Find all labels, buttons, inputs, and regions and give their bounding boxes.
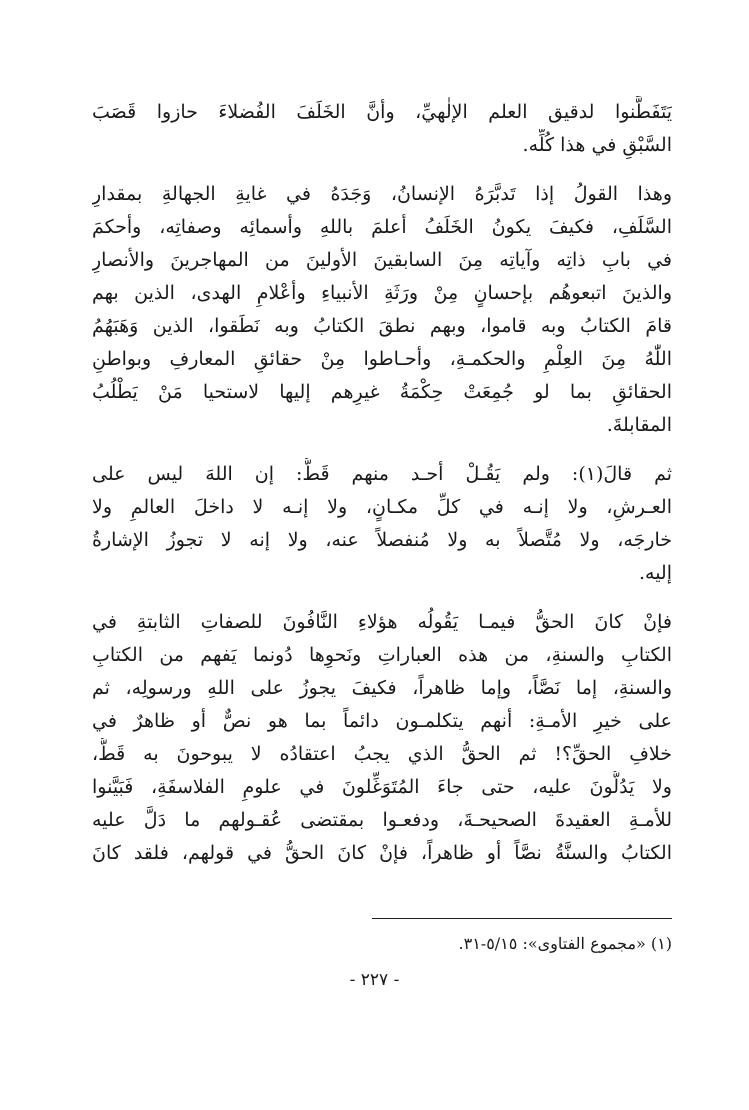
paragraph-3: [92, 458, 672, 590]
footnote: (١) «مجموع الفتاوى»: ٥/١٥-٣١.: [458, 934, 672, 953]
paragraph-4: [92, 606, 672, 870]
text-line: ثم قالَ(١): ولم يَقُـلْ أحـد منهم قَطُّ: إن اللهَ ليس على: [92, 463, 672, 485]
text-line: السَّلَفِ، فكيفَ يكونُ الخَلَفُ أعلمَ باللهِ وأسمائِه وصفاتِه، وأحكمَ: [92, 216, 672, 238]
text-line: في بابِ ذاتِه وآياتِه مِنَ السابقينَ الأولينَ من المهاجرينَ والأنصارِ: [92, 249, 672, 271]
text-line: فإنْ كانَ الحقُّ فيمـا يَقُولُه هؤلاءِ النَّافُونَ للصفاتِ الثابتةِ في: [92, 611, 672, 633]
text-line: السَّبْقِ في هذا كُلِّه.: [522, 134, 672, 156]
text-line: خلافِ الحقِّ؟! ثم الحقُّ الذي يجبُ اعتقادُه لا يبوحونَ به قَطُّ،: [92, 743, 672, 765]
paragraph-2: [92, 178, 672, 442]
page-number: - ٢٢٧ -: [349, 970, 400, 990]
text-line: قامَ الكتابُ وبه قاموا، وبهم نطقَ الكتابُ وبه نَطَقوا، الذين وَهَبَهُمُ: [92, 315, 672, 337]
text-line: الحقائقِ بما لو جُمِعَتْ حِكْمَةُ غيرِهم إليها لاستحيا مَنْ يَطْلُبُ: [92, 381, 672, 403]
text-line: للأمـةِ العقيدةَ الصحيحـةَ، ودفعـوا بمقتضى عُقـولهم ما دَلَّ عليه: [92, 809, 672, 831]
text-line: الكتابِ والسنةِ، من هذه العباراتِ ونَحوِها دُونما يَفهم من الكتابِ: [92, 644, 672, 666]
text-line: ولا يَدُلُّونَ عليه، حتى جاءَ المُتَوَغِّلونَ في علومِ الفلاسفَةِ، فَبَيَّنوا: [92, 776, 672, 798]
text-line: على خيرِ الأمـةِ: أنهم يتكلمـون دائماً بما هو نصٌّ أو ظاهرٌ في: [92, 710, 672, 732]
text-line: يَتَفَطَّنوا لدقيق العلم الإلٰهيِّ، وأنَّ الخَلَفَ الفُضلاءَ حازوا قَصَبَ: [92, 101, 672, 123]
footnote-separator: [372, 918, 672, 919]
text-line: اللّٰهُ مِنَ العِلْمِ والحكمـةِ، وأحـاطوا مِنْ حقائقِ المعارفِ وبواطنِ: [92, 348, 672, 370]
text-line: خارجَه، ولا مُتَّصلاً به ولا مُنفصلاً عنه، ولا إنه لا تجوزُ الإشارةُ: [92, 529, 672, 551]
text-line: إليه.: [638, 562, 672, 584]
text-line: الكتابُ والسنَّةُ نصَّاً أو ظاهراً، فإنْ كانَ الحقُّ في قولهم، فلقد كانَ: [92, 842, 672, 864]
text-line: والذينَ اتبعوهُم بإحسانٍ مِنْ ورَثَةِ الأنبياءِ وأعْلامِ الهدى، الذين بهم: [92, 282, 672, 304]
text-line: وهذا القولُ إذا تَدبَّرَهُ الإنسانُ، وَجَدَهُ في غايةِ الجهالةِ بمقدارِ: [92, 183, 672, 205]
text-line: المقابلةَ.: [606, 414, 672, 436]
text-line: العـرشِ، ولا إنـه في كلِّ مكـانٍ، ولا إنـه لا داخلَ العالمِ ولا: [92, 496, 672, 518]
page-body: [92, 96, 672, 886]
paragraph-1: [92, 96, 672, 162]
text-line: والسنةِ، إما نَصَّاً، وإما ظاهراً، فكيفَ يجوزُ على اللهِ ورسولِه، ثم: [92, 677, 672, 699]
